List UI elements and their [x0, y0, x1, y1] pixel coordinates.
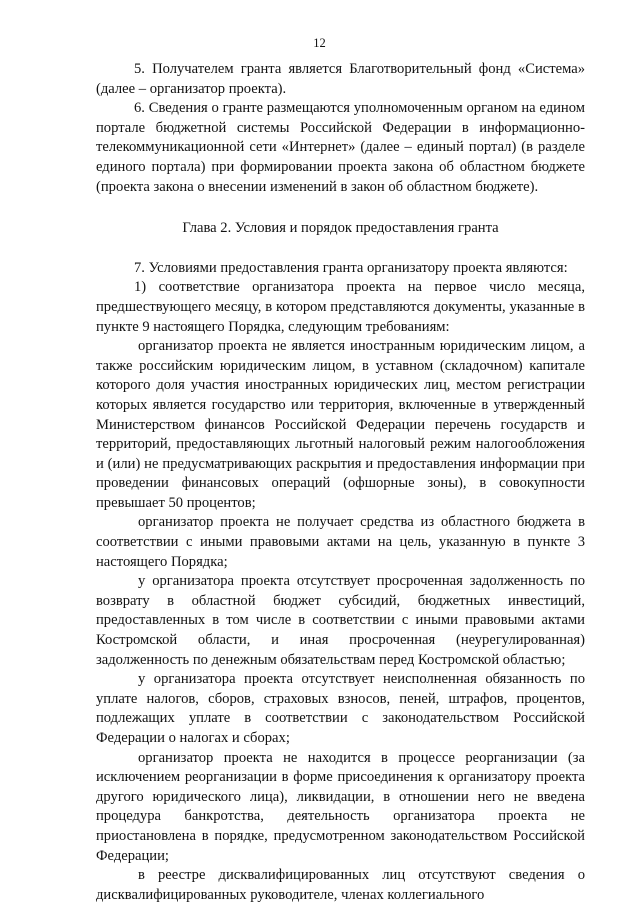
requirement-not-foreign-entity: организатор проекта не является иностранным юридическим лицом, а также российским юридическим лицом, в уставном (складочном) капитале которого доля участия иностранных юридических лиц, местом регистрации которых является государство или территория, включенные в утвержденный Министерством финансов Российской Федерации перечень государств и территорий, предоставляющих льготный налоговый режим налогообложения и (или) не предусматривающих раскрытия и предоставления информации при проведении финансовых операций (офшорные зоны), в совокупности превышает 50 процентов; — [96, 338, 585, 511]
paragraph-7-item-1: 1) соответствие организатора проекта на первое число месяца, предшествующего месяцу, в котором представляются документы, указанные в пункте 9 настоящего Порядка, следующим требованиям: — [96, 279, 585, 335]
document-body — [96, 60, 585, 905]
paragraph-6: 6. Сведения о гранте размещаются уполномоченным органом на едином портале бюджетной системы Российской Федерации в информационно-телекоммуникационной сети «Интернет» (далее – единый портал) (в разделе единого портала) при формировании проекта закона об областном бюджете (проекта закона о внесении изменений в закон об областном бюджете). — [96, 100, 585, 195]
requirement-no-reorganization: организатор проекта не находится в процессе реорганизации (за исключением реорганизации в форме присоединения к организатору проекта другого юридического лица), ликвидации, в отношении него не введена процедура банкротства, деятельность организатора проекта не приостановлена в порядке, предусмотренном законодательством Российской Федерации; — [96, 749, 585, 864]
paragraph-5: 5. Получателем гранта является Благотворительный фонд «Система» (далее – организатор проекта). — [96, 61, 585, 97]
requirement-no-tax-arrears: у организатора проекта отсутствует неисполненная обязанность по уплате налогов, сборов, страховых взносов, пеней, штрафов, процентов, подлежащих уплате в соответствии с законодательством Российской Федерации о налогах и сборах; — [96, 671, 585, 746]
chapter-heading: Глава 2. Условия и порядок предоставления гранта — [182, 220, 499, 237]
requirement-no-disqualified-persons: в реестре дисквалифицированных лиц отсутствуют сведения о дисквалифицированных руководителе, членах коллегиального — [96, 867, 585, 903]
requirement-no-other-funding: организатор проекта не получает средства из областного бюджета в соответствии с иными правовыми актами на цель, указанную в пункте 3 настоящего Порядка; — [96, 514, 585, 570]
requirement-no-overdue-debt: у организатора проекта отсутствует просроченная задолженность по возврату в областной бюджет субсидий, бюджетных инвестиций, предоставленных в том числе в соответствии с иными правовыми актами Костромской области, и иная просроченная (неурегулированная) задолженность по денежным обязательствам перед Костромской областью; — [96, 573, 585, 668]
paragraph-7: 7. Условиями предоставления гранта организатору проекта являются: — [134, 259, 568, 276]
page-number: 12 — [313, 36, 326, 50]
